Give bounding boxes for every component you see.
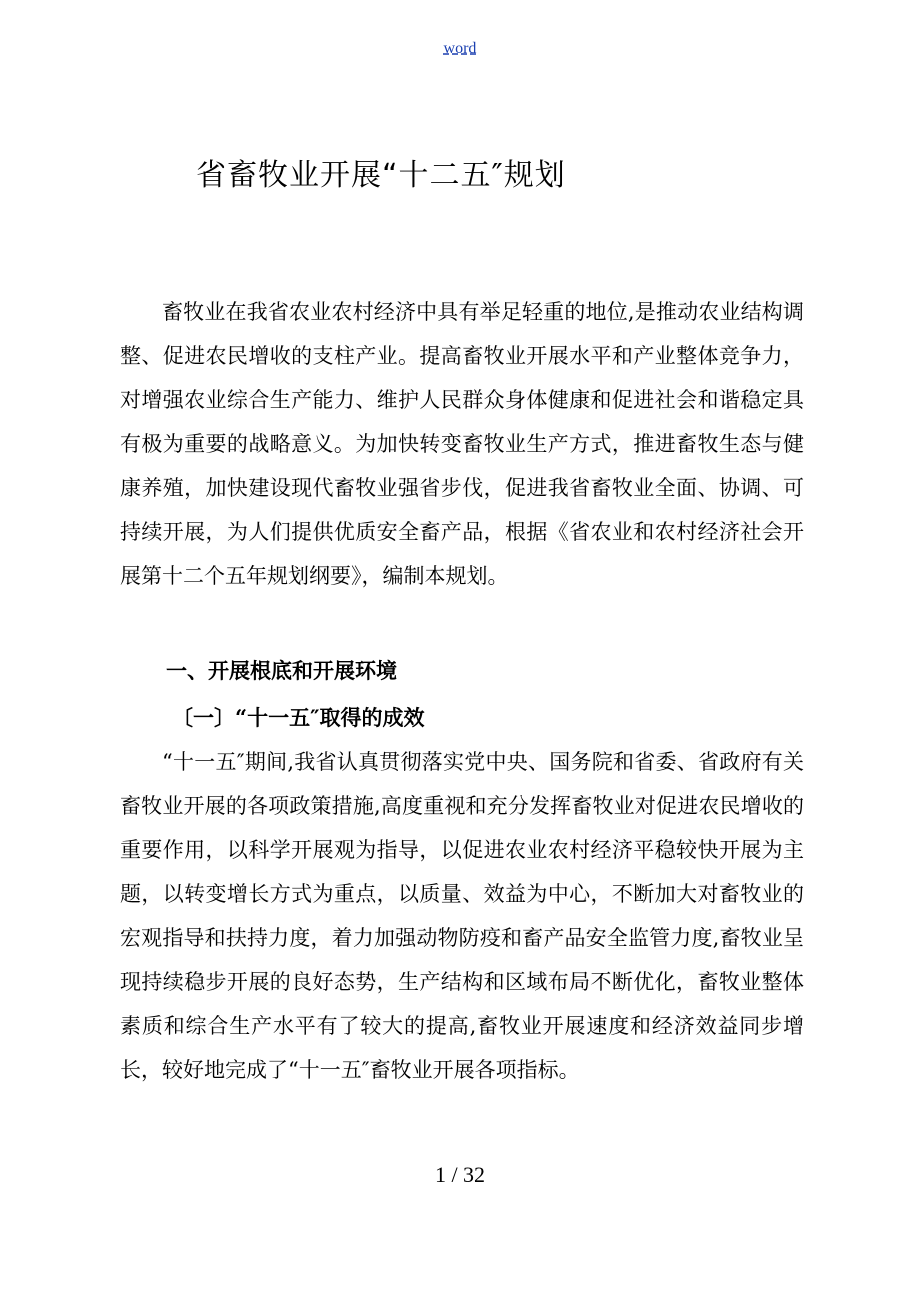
document-title: 省畜牧业开展“十二五″规划: [196, 158, 566, 193]
section-heading-1: 一、开展根底和开展环境: [166, 659, 397, 683]
header-word-link[interactable]: word: [443, 40, 477, 57]
intro-paragraph: 畜牧业在我省农业农村经济中具有举足轻重的地位,是推动农业结构调整、促进农民增收的支柱产业。提高畜牧业开展水平和产业整体竞争力，对增强农业综合生产能力、维护人民群众身体健康和促进社会和谐稳定具有极为重要的战略意义。为加快转变畜牧业生产方式，推进畜牧生态与健康养殖，加快建设现代畜牧业强省步伐，促进我省畜牧业全面、协调、可持续开展，为人们提供优质安全畜产品，根据《省农业和农村经济社会开展第十二个五年规划纲要》，编制本规划。: [120, 300, 804, 588]
achievements-paragraph: “十一五″期间,我省认真贯彻落实党中央、国务院和省委、省政府有关畜牧业开展的各项政策措施,高度重视和充分发挥畜牧业对促进农民增收的重要作用，以科学开展观为指导，以促进农业农村经济平稳较快开展为主题，以转变增长方式为重点，以质量、效益为中心，不断加大对畜牧业的宏观指导和扶持力度，着力加强动物防疫和畜产品安全监管力度,畜牧业呈现持续稳步开展的良好态势，生产结构和区域布局不断优化，畜牧业整体素质和综合生产水平有了较大的提高,畜牧业开展速度和经济效益同步增长，较好地完成了“十一五″畜牧业开展各项指标。: [120, 750, 804, 1082]
page-number: 1 / 32: [434, 1162, 486, 1187]
subsection-heading-1: 〔一〕“十一五″取得的成效: [172, 705, 425, 730]
